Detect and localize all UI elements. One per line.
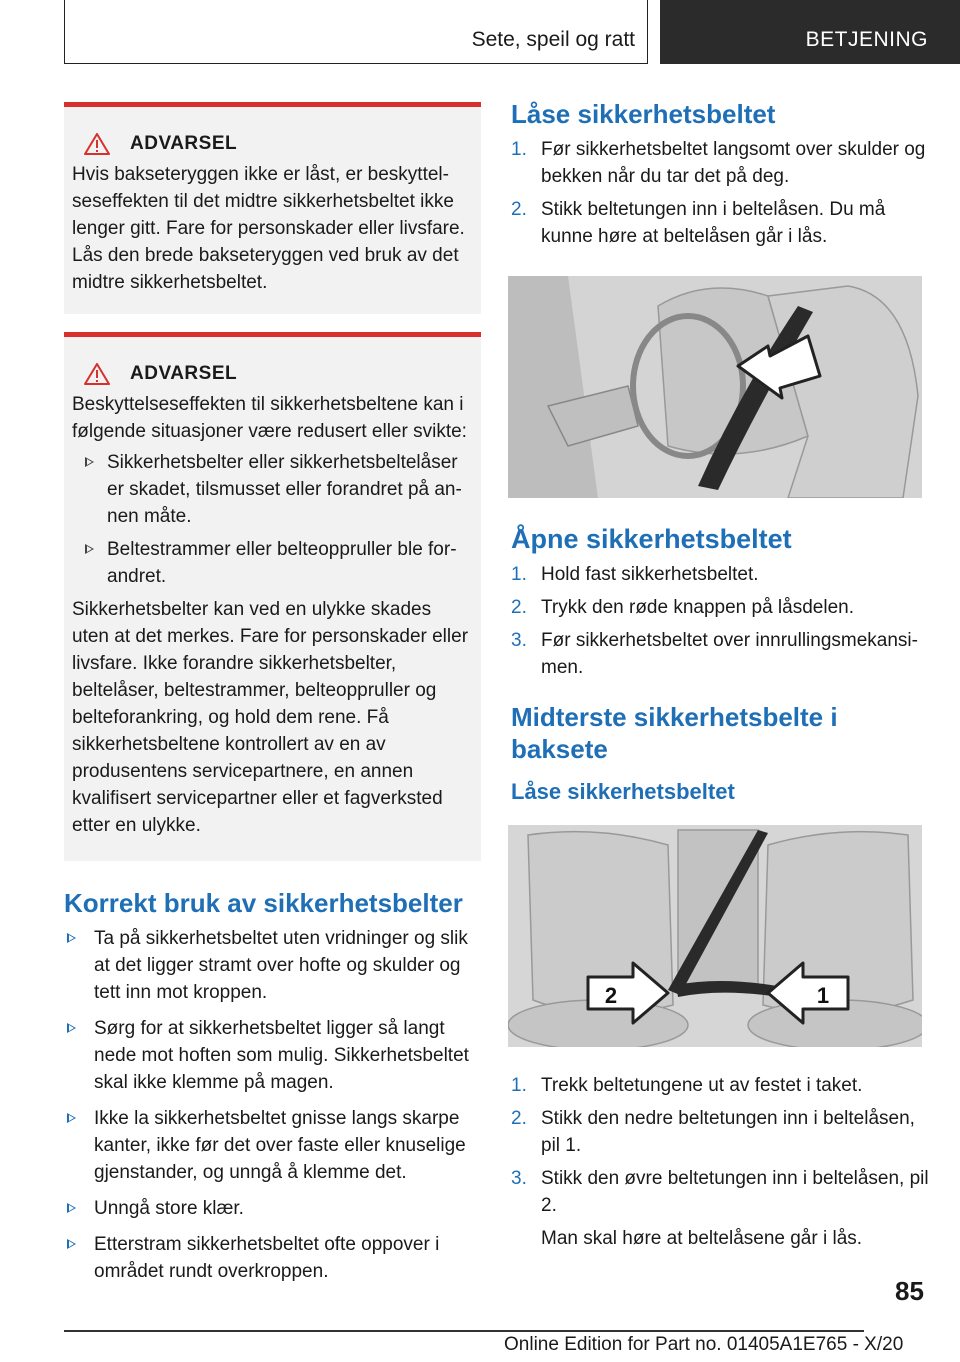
seatbelt-lock-illustration <box>508 276 922 498</box>
rear-seat-belt-illustration <box>508 825 922 1047</box>
warning-triangle-icon <box>84 363 110 385</box>
step-item <box>511 1165 929 1252</box>
step-number: 3. <box>511 630 527 651</box>
list-item-text: Ta på sikkerhetsbeltet uten vridninger og slik at det ligger stramt over hofte og skulder og tett inn mot kroppen. <box>94 928 468 1003</box>
subheading-lock: Låse sikkerhetsbeltet <box>511 779 735 804</box>
warning-box-1 <box>64 102 481 314</box>
step-number: 1. <box>511 564 527 585</box>
figure-label-1: 1 <box>816 983 830 1008</box>
step-item <box>511 136 929 190</box>
bullet-triangle-icon <box>67 1023 76 1033</box>
warning-title: ADVARSEL <box>130 133 238 154</box>
step-item <box>511 627 929 681</box>
warning-box-2 <box>64 332 481 861</box>
warning-header <box>72 133 473 155</box>
middle-steps <box>511 1072 929 1252</box>
list-item <box>64 1015 481 1096</box>
step-item <box>511 1105 929 1159</box>
bullet-triangle-icon <box>85 457 94 467</box>
step-subtext: Man skal høre at beltelåsene går i lås. <box>541 1228 863 1249</box>
list-item-text: Ikke la sikkerhetsbeltet gnisse langs skarpe kanter, ikke før det over faste eller knuselige gjenstander, og unngå å klemme det. <box>94 1108 466 1183</box>
list-item-text: Unngå store klær. <box>94 1198 244 1219</box>
step-text: Trekk beltetungene ut av festet i taket. <box>541 1075 863 1096</box>
footer-divider <box>64 1330 864 1332</box>
list-item <box>64 1195 481 1222</box>
step-text: Stikk den øvre beltetungen inn i beltelåsen, pil 2. <box>541 1168 929 1216</box>
list-item-text: Etterstram sikkerhetsbeltet ofte oppover i området rundt overkroppen. <box>94 1234 440 1282</box>
header-section-box <box>64 0 648 64</box>
step-number: 2. <box>511 199 527 220</box>
step-number: 2. <box>511 597 527 618</box>
lock-steps <box>511 136 929 250</box>
section-heading-middle-belt: Midterste sikkerhetsbelte i baksete <box>511 702 838 764</box>
step-number: 2. <box>511 1108 527 1129</box>
step-item <box>511 1072 929 1099</box>
step-text: Før sikkerhetsbeltet langsomt over skulder og bekken når du tar det på deg. <box>541 139 926 187</box>
warning-outro: Sikkerhetsbelter kan ved en ulykke skades uten at det merkes. Fare for personskader eller livsfare. Ikke forandre sikkerhetsbelter, beltelåser, beltestrammer, belteoppruller og belteforankring, og hold dem rene. Få sikkerhetsbeltene kontrollert av en av produsentens servicepartnere, en annen kvalifisert servicepartner eller et fagverksted etter en ulykke. <box>72 599 469 836</box>
list-item <box>64 1231 481 1285</box>
bullet-triangle-icon <box>67 933 76 943</box>
step-number: 3. <box>511 1168 527 1189</box>
open-steps <box>511 561 929 681</box>
section-heading-correct-use: Korrekt bruk av sikkerhetsbelter <box>64 888 463 918</box>
step-text: Før sikkerhetsbeltet over innrullingsmekansimen. <box>541 630 918 678</box>
warning-text: Hvis bakseteryggen ikke er låst, er beskyttelseseffekten til det midtre sikkerhetsbeltet ikke lenger gitt. Fare for personskader eller livsfare. Lås den brede bakseteryggen ved bruk av det midtre sikkerhetsbeltet. <box>72 164 465 293</box>
step-item <box>511 196 929 250</box>
figure-label-2: 2 <box>604 983 618 1008</box>
bullet-triangle-icon <box>85 544 94 554</box>
section-heading-open: Åpne sikkerhetsbeltet <box>511 524 792 554</box>
warning-list <box>72 449 473 590</box>
page-number: 85 <box>895 1276 924 1306</box>
list-item <box>72 536 473 590</box>
step-text: Stikk beltetungen inn i beltelåsen. Du må kunne høre at beltelåsen går i lås. <box>541 199 886 247</box>
list-item <box>64 925 481 1006</box>
step-text: Stikk den nedre beltetungen inn i beltelåsen, pil 1. <box>541 1108 915 1156</box>
bullet-triangle-icon <box>67 1113 76 1123</box>
list-item <box>72 449 473 530</box>
warning-intro: Beskyttelseseffekten til sikkerhetsbeltene kan i følgende situasjoner være redusert eller svikte: <box>72 394 467 442</box>
step-item <box>511 594 929 621</box>
warning-title: ADVARSEL <box>130 363 238 384</box>
chapter-tab <box>660 0 960 64</box>
list-item-text: Sørg for at sikkerhetsbeltet ligger så langt nede mot hoften som mulig. Sikkerhetsbeltet skal ikke klemme på magen. <box>94 1018 469 1093</box>
bullet-triangle-icon <box>67 1239 76 1249</box>
warning-header <box>72 363 473 385</box>
step-item <box>511 561 929 588</box>
right-column <box>511 98 929 1266</box>
list-item-text: Sikkerhetsbelter eller sikkerhetsbeltelåser er skadet, tilsmusset eller forandret på annen måte. <box>107 452 462 527</box>
step-text: Trykk den røde knappen på låsdelen. <box>541 597 854 618</box>
correct-use-list <box>64 925 481 1285</box>
step-number: 1. <box>511 1075 527 1096</box>
section-title: Sete, speil og ratt <box>471 28 635 51</box>
warning-triangle-icon <box>84 133 110 155</box>
list-item-text: Beltestrammer eller belteoppruller ble forandret. <box>107 539 457 587</box>
edition-footer: Online Edition for Part no. 01405A1E765 - X/20 <box>504 1334 904 1355</box>
step-text: Hold fast sikkerhetsbeltet. <box>541 564 759 585</box>
bullet-triangle-icon <box>67 1203 76 1213</box>
left-column <box>64 102 481 1294</box>
step-number: 1. <box>511 139 527 160</box>
list-item <box>64 1105 481 1186</box>
section-heading-lock: Låse sikkerhetsbeltet <box>511 99 776 129</box>
chapter-title: BETJENING <box>805 28 928 51</box>
